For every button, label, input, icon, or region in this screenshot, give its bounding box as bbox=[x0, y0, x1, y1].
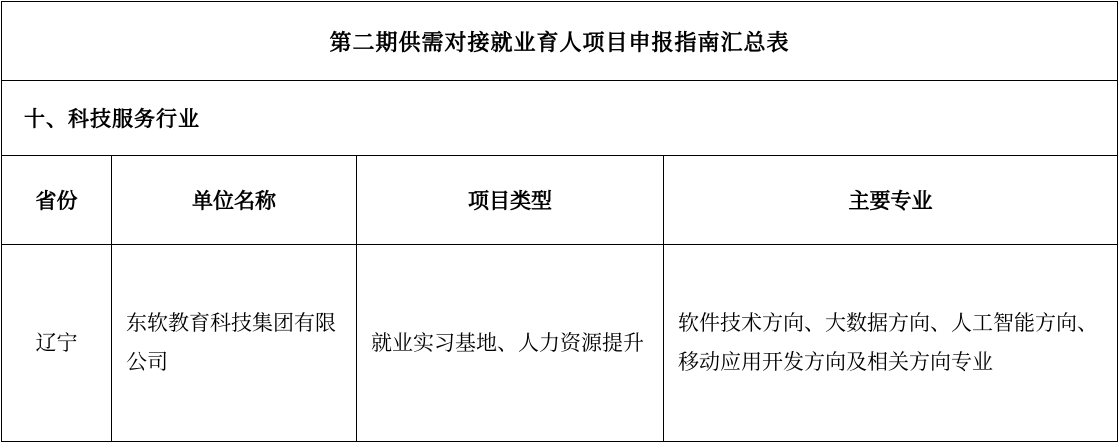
column-header-project-type: 项目类型 bbox=[357, 156, 664, 245]
page-title: 第二期供需对接就业育人项目申报指南汇总表 bbox=[2, 2, 1118, 81]
cell-province: 辽宁 bbox=[2, 245, 112, 442]
summary-table bbox=[1, 1, 1118, 442]
column-header-unit-name: 单位名称 bbox=[112, 156, 357, 245]
cell-major: 软件技术方向、大数据方向、人工智能方向、移动应用开发方向及相关方向专业 bbox=[664, 245, 1118, 442]
column-header-major: 主要专业 bbox=[664, 156, 1118, 245]
table-section-row bbox=[2, 81, 1118, 156]
table-row bbox=[2, 245, 1118, 442]
table-header-row bbox=[2, 156, 1118, 245]
cell-project-type: 就业实习基地、人力资源提升 bbox=[357, 245, 664, 442]
table-title-row bbox=[2, 2, 1118, 81]
column-header-province: 省份 bbox=[2, 156, 112, 245]
section-heading: 十、科技服务行业 bbox=[2, 81, 1118, 156]
document-page bbox=[0, 1, 1118, 440]
cell-unit-name: 东软教育科技集团有限公司 bbox=[112, 245, 357, 442]
